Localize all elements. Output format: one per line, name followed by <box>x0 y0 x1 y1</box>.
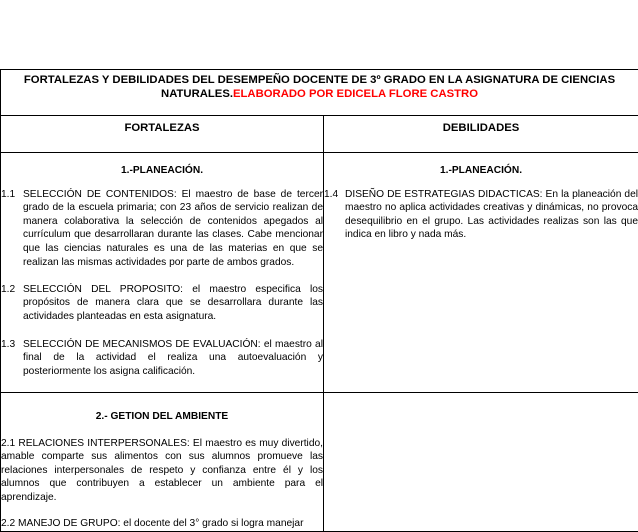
paragraph: 2.2 MANEJO DE GRUPO: el docente del 3° grado si logra manejar <box>1 517 323 531</box>
fortalezas-ambiente-cell <box>1 392 324 531</box>
section-title: 1.-PLANEACIÓN. <box>324 164 638 178</box>
header-fortalezas: FORTALEZAS <box>1 116 324 153</box>
strengths-weaknesses-table <box>0 69 638 532</box>
list-item <box>1 188 323 270</box>
section-title: 2.- GETION DEL AMBIENTE <box>1 410 323 424</box>
item-number: 1.4 <box>324 188 338 202</box>
debilidades-planeacion-cell <box>324 153 638 393</box>
item-text: SELECCIÓN DE CONTENIDOS: El maestro de base de tercer grado de la escuela primaria; con 23 años de servicio realizan de manera colaborativa la selección de contenidos apegados al currículum que desarrollaran durante las clases. Cabe mencionar que las ciencias naturales es una de las materias en que se realizan las mismas actividades por parte de ambos grados. <box>12 188 323 270</box>
item-text: SELECCIÓN DE MECANISMOS DE EVALUACIÓN: el maestro al final de la actividad el realiza una autoevaluación y posteriormente los asigna calificación. <box>12 338 323 379</box>
item-number: 1.2 <box>1 283 15 297</box>
list-item <box>324 188 638 242</box>
item-number: 1.3 <box>1 338 15 352</box>
fortalezas-planeacion-cell <box>1 153 324 393</box>
list-item <box>1 283 323 324</box>
list-item <box>1 338 323 379</box>
item-text: SELECCIÓN DEL PROPOSITO: el maestro especifica los propósitos de manera clara que se desarrollara durante las actividades planteadas en esta asignatura. <box>12 283 323 324</box>
debilidades-ambiente-cell <box>324 392 638 531</box>
header-debilidades: DEBILIDADES <box>324 116 638 153</box>
paragraph: 2.1 RELACIONES INTERPERSONALES: El maestro es muy divertido, amable comparte sus alimentos con sus alumnos promueve las relaciones interpersonales de respeto y confianza entre él y los alumnos que contribuyen a establecer un ambiente para el aprendizaje. <box>1 437 323 505</box>
table-title <box>1 70 638 116</box>
item-number: 1.1 <box>1 188 15 202</box>
title-text: FORTALEZAS Y DEBILIDADES DEL DESEMPEÑO DOCENTE DE 3º GRADO EN LA ASIGNATURA DE CIENCIAS NATURALES. <box>24 74 615 100</box>
title-author: ELABORADO POR EDICELA FLORE CASTRO <box>233 88 478 100</box>
section-title: 1.-PLANEACIÓN. <box>1 164 323 178</box>
item-text: DISEÑO DE ESTRATEGIAS DIDACTICAS: En la planeación del maestro no aplica actividades creativas y dinámicas, no provoca desequilibrio en el grupo. Las actividades realizas son las que indica en libro y nada más. <box>345 188 638 242</box>
